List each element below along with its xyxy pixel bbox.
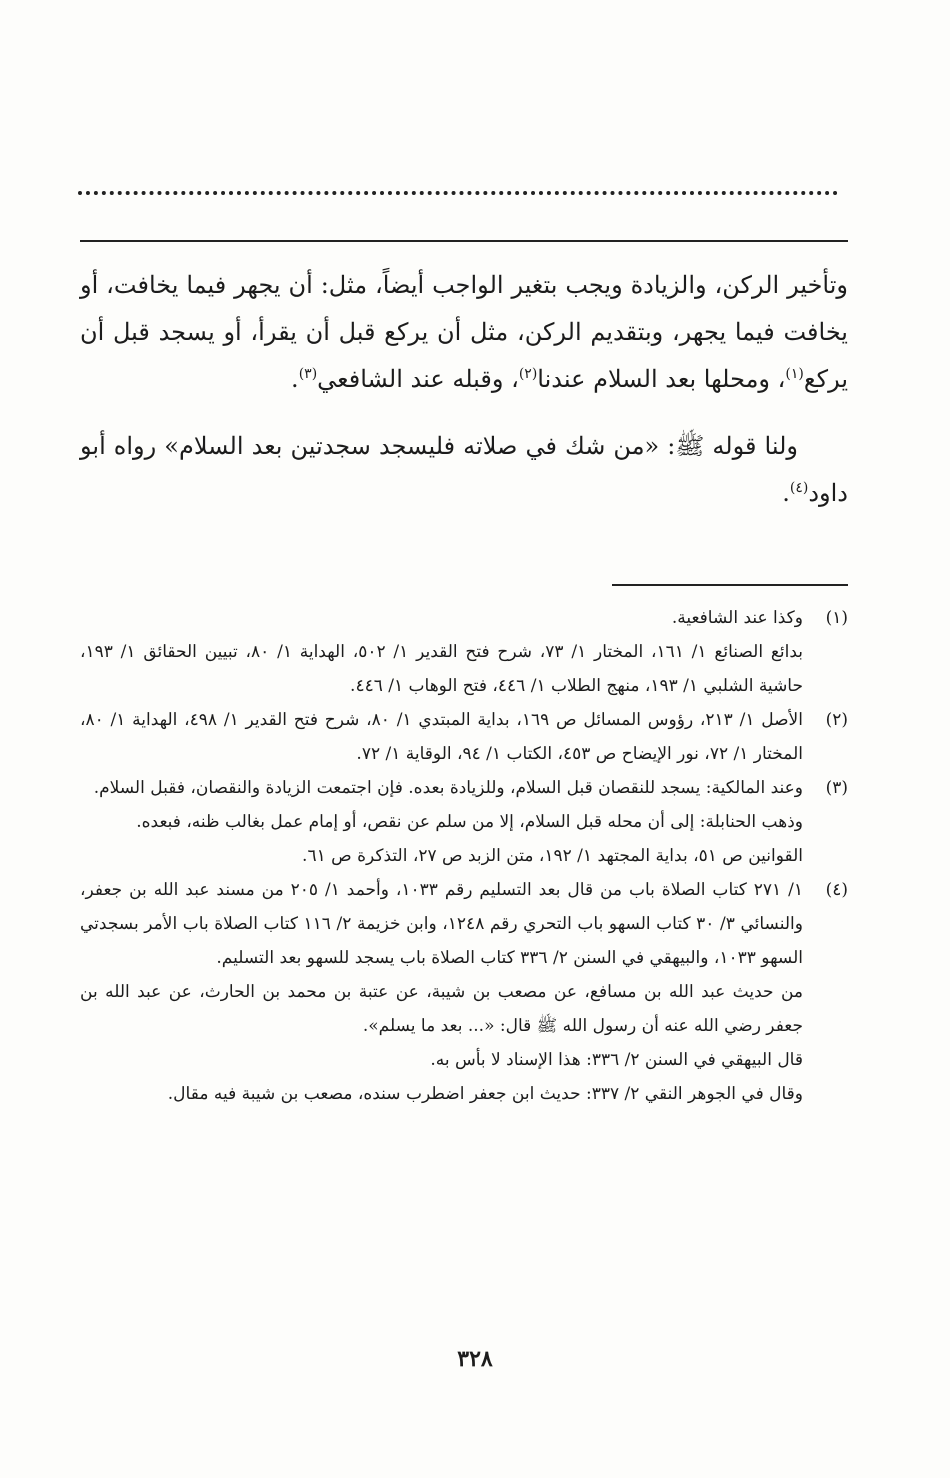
footnote-line: من حديث عبد الله بن مسافع، عن مصعب بن شيبة، عن عتبة بن محمد بن الحارث، عن عبد الله بن جعفر رضي الله عنه أن رسول الله ﷺ قال: «... بعد ما يسلم».: [80, 982, 803, 1036]
page-number: ٣٢٨: [457, 1346, 493, 1372]
footnote-line: وقال في الجوهر النقي ٢/ ٣٣٧: حديث ابن جعفر اضطرب سنده، مصعب بن شيبة فيه مقال.: [167, 1084, 803, 1104]
main-text: [80, 262, 848, 517]
footnote-number: (١): [825, 608, 848, 628]
footnote-line: وذهب الحنابلة: إلى أن محله قبل السلام، إلا من سلم عن نقص، أو إمام عمل بغالب ظنه، فبعده.: [136, 812, 803, 832]
footnote-1: [80, 601, 848, 703]
footnote-line: الأصل ١/ ٢١٣، رؤوس المسائل ص ١٦٩، بداية المبتدي ١/ ٨٠، شرح فتح القدير ١/ ٤٩٨، الهداية ١/ ٨٠، المختار ١/ ٧٢، نور الإيضاح ص ٤٥٣، الكتاب ١/ ٩٤، الوقاية ١/ ٧٢.: [80, 710, 803, 764]
footnote-line: ١/ ٢٧١ كتاب الصلاة باب من قال بعد التسليم رقم ١٠٣٣، وأحمد ١/ ٢٠٥ من مسند عبد الله بن جعفر، والنسائي ٣/ ٣٠ كتاب السهو باب التحري رقم ١٢٤٨، وابن خزيمة ٢/ ١١٦ كتاب الصلاة باب الأمر بسجدتي السهو ١٠٣٣، والبيهقي في السنن ٢/ ٣٣٦ كتاب الصلاة باب يسجد للسهو بعد التسليم.: [80, 880, 803, 968]
footnote-ref-1[interactable]: (١): [785, 366, 804, 382]
footnote-3: [80, 771, 848, 873]
footnotes: [80, 601, 848, 1111]
top-rule: [80, 240, 848, 242]
footnote-number: (٣): [825, 778, 848, 798]
footnote-ref-2[interactable]: (٢): [518, 366, 538, 382]
footnote-4: [80, 873, 848, 1111]
footnote-line: بدائع الصنائع ١/ ١٦١، المختار ١/ ٧٣، شرح فتح القدير ١/ ٥٠٢، الهداية ١/ ٨٠، تبيين الحقائق ١/ ١٩٣، حاشية الشلبي ١/ ١٩٣، منهج الطلاب ١/ ٤٤٦، فتح الوهاب ١/ ٤٤٦.: [80, 642, 803, 696]
footnote-number: (٤): [825, 880, 848, 900]
footnote-line: قال البيهقي في السنن ٢/ ٣٣٦: هذا الإسناد لا بأس به.: [430, 1050, 803, 1070]
footnote-line: القوانين ص ٥١، بداية المجتهد ١/ ١٩٢، متن الزبد ص ٢٧، التذكرة ص ٦١.: [302, 846, 803, 866]
main-paragraph-2: ولنا قوله ﷺ: «من شك في صلاته فليسجد سجدتين بعد السلام» رواه أبو داود$^{(٤)}$.: [80, 432, 848, 507]
dotted-separator: [78, 191, 838, 195]
footnote-ref-4[interactable]: (٤): [789, 480, 809, 496]
footnote-rule: [612, 584, 848, 586]
footnote-line: وكذا عند الشافعية.: [671, 608, 803, 628]
footnote-line: وعند المالكية: يسجد للنقصان قبل السلام، وللزيادة بعده. فإن اجتمعت الزيادة والنقصان، فقبل السلام.: [93, 778, 803, 798]
main-paragraph-1: وتأخير الركن، والزيادة ويجب بتغير الواجب أيضاً، مثل: أن يجهر فيما يخافت، أو يخافت فيما يجهر، وبتقديم الركن، مثل أن يركع قبل أن يقرأ، أو يسجد قبل أن يركع$^{(١)}$، ومحلها بعد السلام عندنا$^{(٢)}$، وقبله عند الشافعي$^{(٣)}$.: [80, 271, 848, 393]
footnote-number: (٢): [825, 710, 848, 730]
footnote-2: [80, 703, 848, 771]
footnote-ref-3[interactable]: (٣): [298, 366, 318, 382]
